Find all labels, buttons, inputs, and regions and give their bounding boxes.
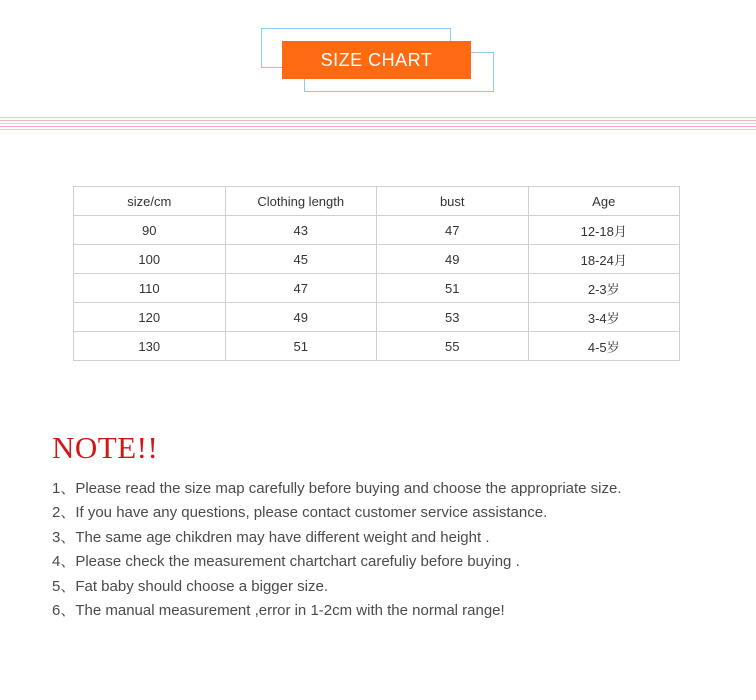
table-row <box>74 303 680 332</box>
table-row <box>74 332 680 361</box>
table-cell: 55 <box>377 332 529 361</box>
table-row <box>74 216 680 245</box>
table-cell: 110 <box>74 274 226 303</box>
note-item: 3、The same age chikdren may have different weight and height . <box>52 528 490 546</box>
table-cell: 100 <box>74 245 226 274</box>
size-table <box>73 186 680 361</box>
table-cell: 51 <box>377 274 529 303</box>
table-header-row <box>74 187 680 216</box>
table-cell: 47 <box>225 274 377 303</box>
table-cell: 4-5岁 <box>528 332 680 361</box>
note-title: NOTE!! <box>52 430 159 465</box>
table-cell: 43 <box>225 216 377 245</box>
note-item: 6、The manual measurement ,error in 1-2cm with the normal range! <box>52 601 505 619</box>
note-item: 1、Please read the size map carefully before buying and choose the appropriate size. <box>52 480 622 497</box>
decorative-stripe <box>0 120 756 121</box>
decorative-stripe <box>0 126 756 127</box>
note-item: 2、If you have any questions, please contact customer service assistance. <box>52 504 548 522</box>
decorative-stripe <box>0 123 756 124</box>
table-header-cell: Age <box>528 187 680 216</box>
note-list <box>52 478 622 624</box>
table-cell: 18-24月 <box>528 245 680 274</box>
table-row <box>74 274 680 303</box>
table-cell: 2-3岁 <box>528 274 680 303</box>
table-cell: 3-4岁 <box>528 303 680 332</box>
table-cell: 45 <box>225 245 377 274</box>
table-cell: 51 <box>225 332 377 361</box>
size-chart-title-text: SIZE CHART <box>320 49 433 70</box>
table-cell: 90 <box>74 216 226 245</box>
table-cell: 49 <box>377 245 529 274</box>
table-row <box>74 245 680 274</box>
table-cell: 53 <box>377 303 529 332</box>
table-cell: 120 <box>74 303 226 332</box>
table-header-cell: size/cm <box>74 187 226 216</box>
note-item: 4、Please check the measurement chartchart carefuliy before buying . <box>52 553 520 571</box>
table-cell: 130 <box>74 332 226 361</box>
table-header-cell: Clothing length <box>225 187 377 216</box>
decorative-stripe <box>0 129 756 130</box>
table-cell: 49 <box>225 303 377 332</box>
decorative-stripe <box>0 117 756 118</box>
table-header-cell: bust <box>377 187 529 216</box>
table-cell: 47 <box>377 216 529 245</box>
note-item: 5、Fat baby should choose a bigger size. <box>52 577 328 595</box>
table-cell: 12-18月 <box>528 216 680 245</box>
size-chart-title <box>282 41 471 79</box>
